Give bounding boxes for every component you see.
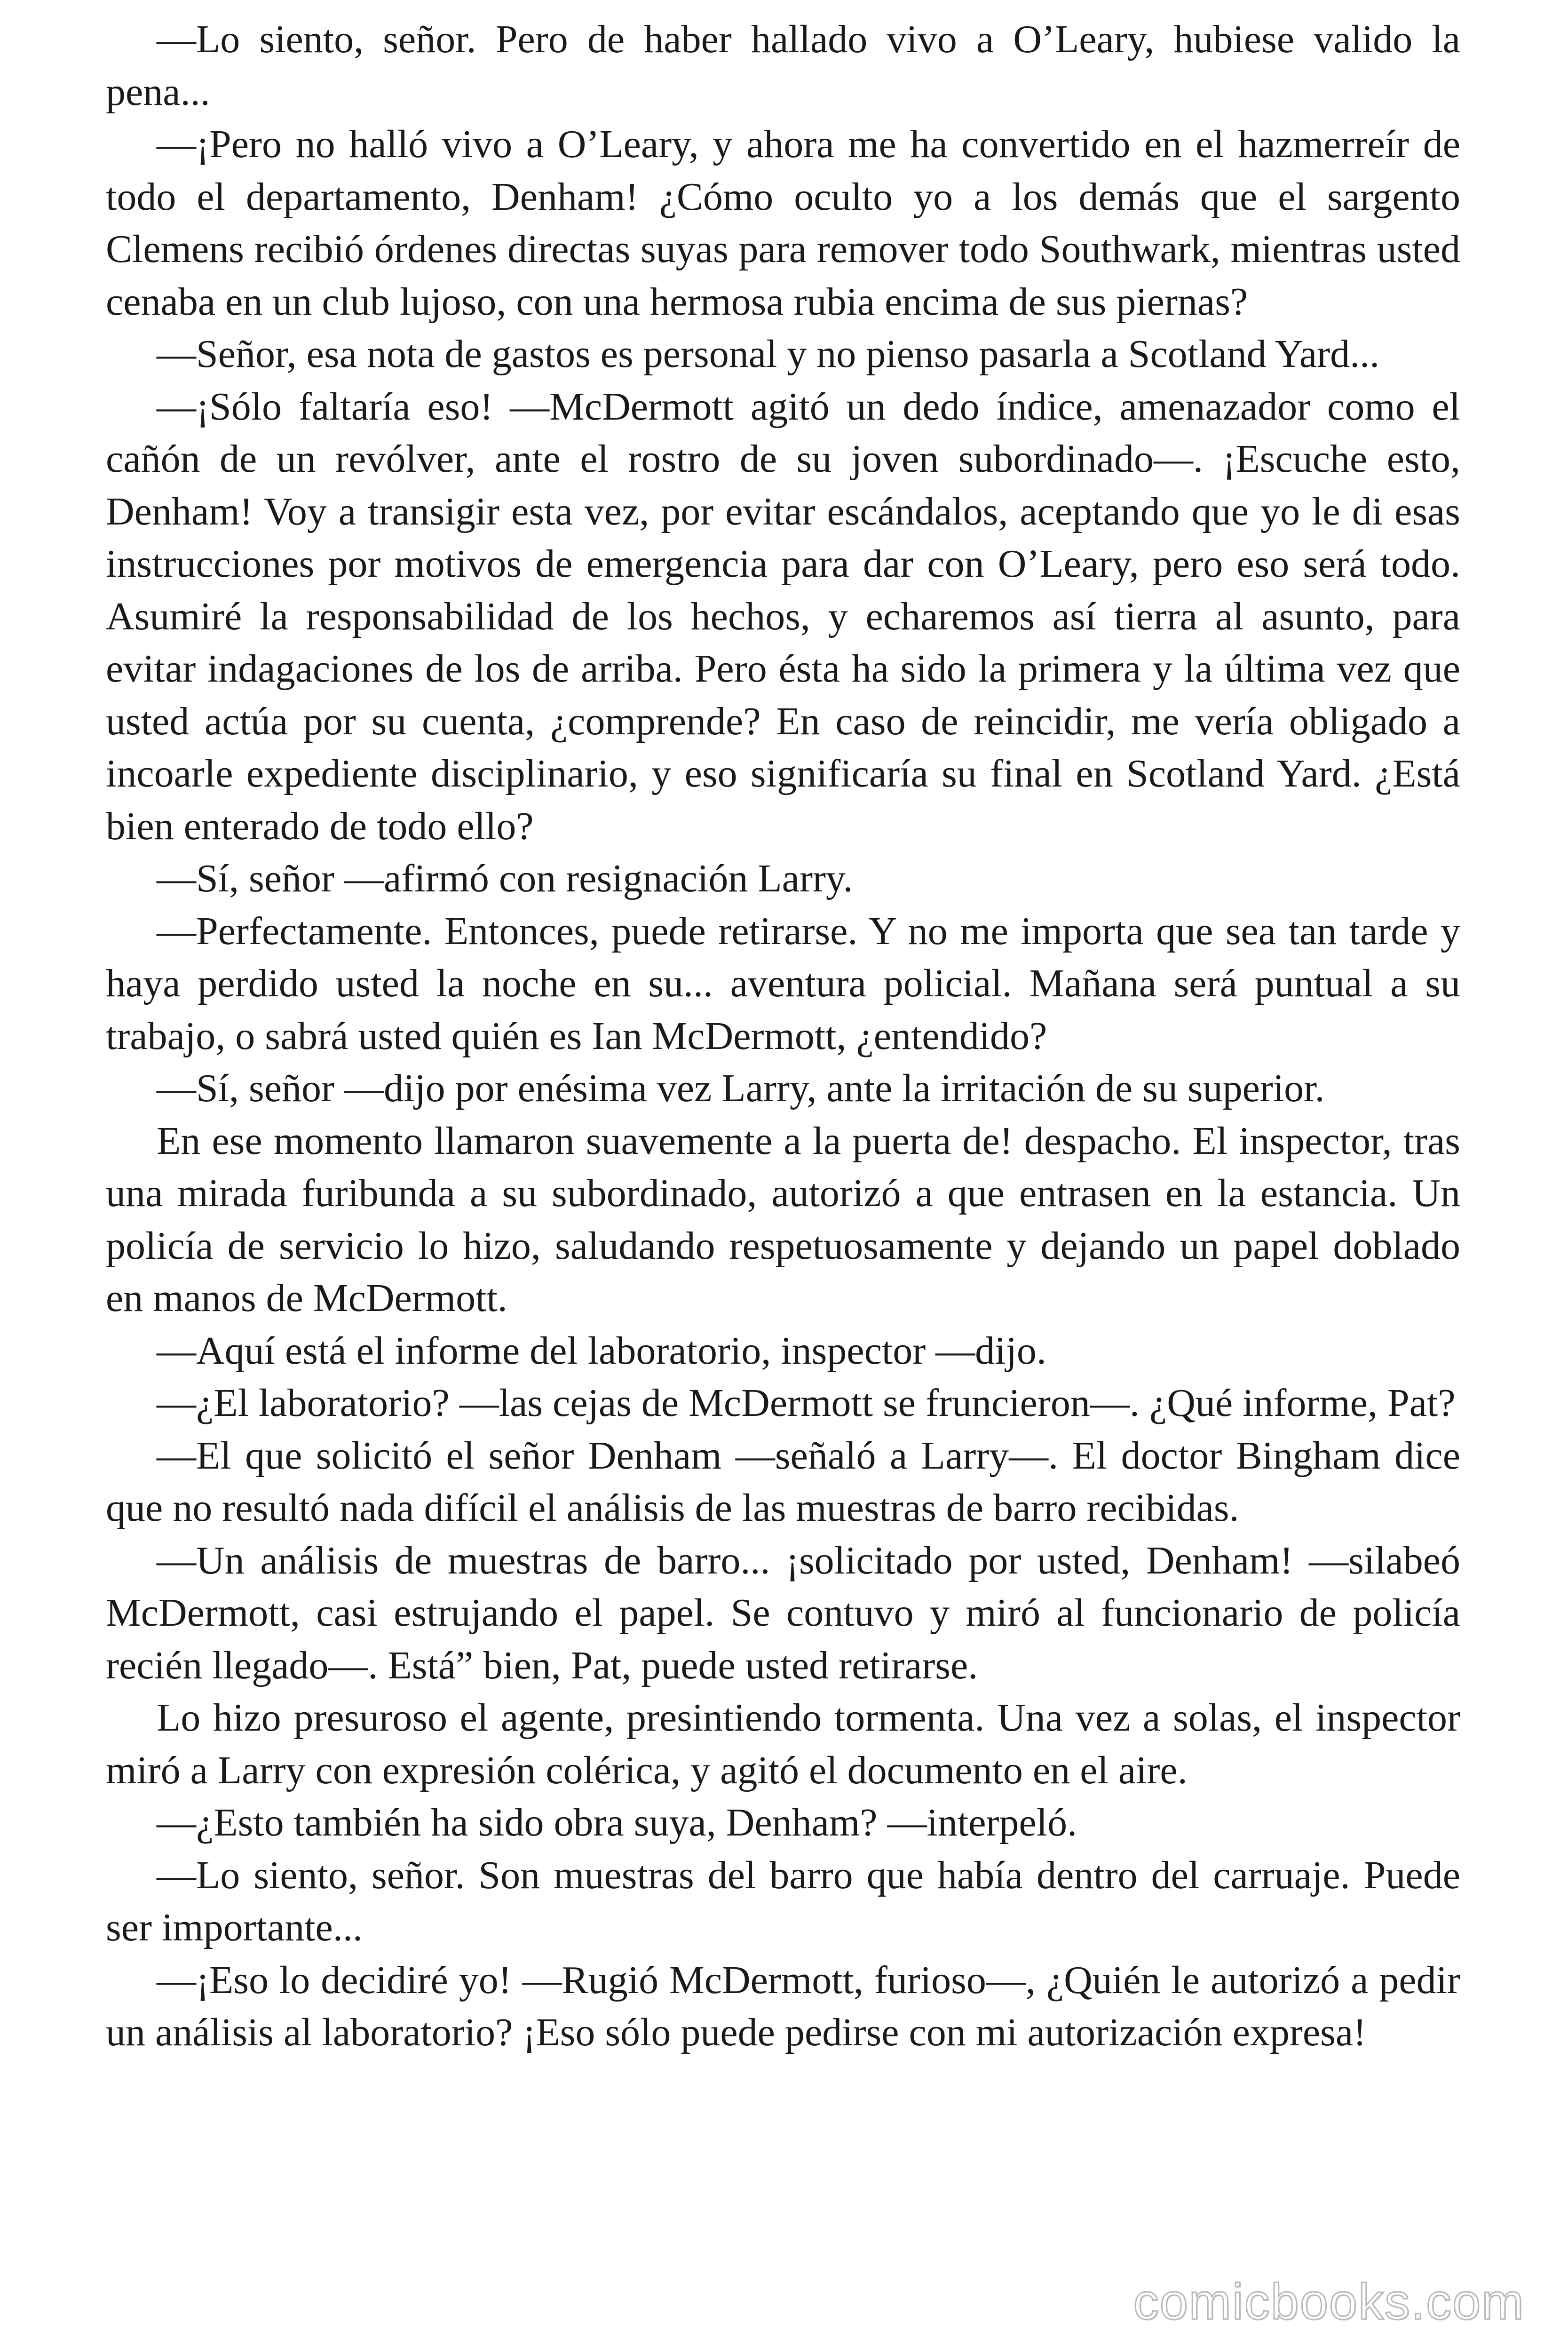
paragraph: —¿El laboratorio? —las cejas de McDermott se fruncieron—. ¿Qué informe, Pat?: [157, 1381, 1456, 1425]
paragraph: —Un análisis de muestras de barro... ¡solicitado por usted, Denham! —silabeó McDermott, casi estrujando el papel. Se contuvo y miró al funcionario de policía recién llegado—. Está” bien, Pat, puede usted retirarse.: [106, 1538, 1460, 1687]
paragraph: —Aquí está el informe del laboratorio, inspector —dijo.: [157, 1328, 1046, 1373]
paragraph: —¿Esto también ha sido obra suya, Denham? —interpeló.: [157, 1801, 1077, 1844]
paragraph: —Perfectamente. Entonces, puede retirarse. Y no me importa que sea tan tarde y haya perdido usted la noche en su... aventura policial. Mañana será puntual a su trabajo, o sabrá usted quién es Ian McDermott, ¿entendido?: [106, 909, 1460, 1058]
paragraph: —Lo siento, señor. Son muestras del barro que había dentro del carruaje. Puede ser importante...: [106, 1853, 1460, 1949]
paragraph: —Sí, señor —afirmó con resignación Larry.: [157, 857, 853, 900]
paragraph: —Lo siento, señor. Pero de haber hallado vivo a O’Leary, hubiese valido la pena...: [106, 17, 1460, 114]
paragraph: —El que solicitó el señor Denham —señaló a Larry—. El doctor Bingham dice que no resultó nada difícil el análisis de las muestras de barro recibidas.: [106, 1433, 1460, 1530]
paragraph: —Sí, señor —dijo por enésima vez Larry, ante la irritación de su superior.: [157, 1066, 1325, 1110]
paragraph: Lo hizo presuroso el agente, presintiendo tormenta. Una vez a solas, el inspector miró a Larry con expresión colérica, y agitó el documento en el aire.: [106, 1696, 1460, 1792]
paragraph: —¡Eso lo decidiré yo! —Rugió McDermott, furioso—, ¿Quién le autorizó a pedir un análisis al laboratorio? ¡Eso sólo puede pedirse con mi autorización expresa!: [106, 1958, 1460, 2054]
paragraph: En ese momento llamaron suavemente a la puerta de! despacho. El inspector, tras una mirada furibunda a su subordinado, autorizó a que entrasen en la estancia. Un policía de servicio lo hizo, saludando respetuosamente y dejando un papel doblado en manos de McDermott.: [106, 1119, 1460, 1320]
body-text: [106, 13, 1460, 2059]
watermark: comicbooks.com: [1133, 2273, 1525, 2330]
paragraph: —¡Sólo faltaría eso! —McDermott agitó un dedo índice, amenazador como el cañón de un revólver, ante el rostro de su joven subordinado—. ¡Escuche esto, Denham! Voy a transigir esta vez, por evitar escándalos, aceptando que yo le di esas instrucciones por motivos de emergencia para dar con O’Leary, pero eso será todo. Asumiré la responsabilidad de los hechos, y echaremos así tierra al asunto, para evitar indagaciones de los de arriba. Pero ésta ha sido la primera y la última vez que usted actúa por su cuenta, ¿comprende? En caso de reincidir, me vería obligado a incoarle expediente disciplinario, y eso significaría su final en Scotland Yard. ¿Está bien enterado de todo ello?: [106, 384, 1460, 848]
paragraph: —¡Pero no halló vivo a O’Leary, y ahora me ha convertido en el hazmerreír de todo el departamento, Denham! ¿Cómo oculto yo a los demás que el sargento Clemens recibió órdenes directas suyas para remover todo Southwark, mientras usted cenaba en un club lujoso, con una hermosa rubia encima de sus piernas?: [106, 122, 1460, 324]
paragraph: —Señor, esa nota de gastos es personal y no pienso pasarla a Scotland Yard...: [157, 332, 1380, 376]
